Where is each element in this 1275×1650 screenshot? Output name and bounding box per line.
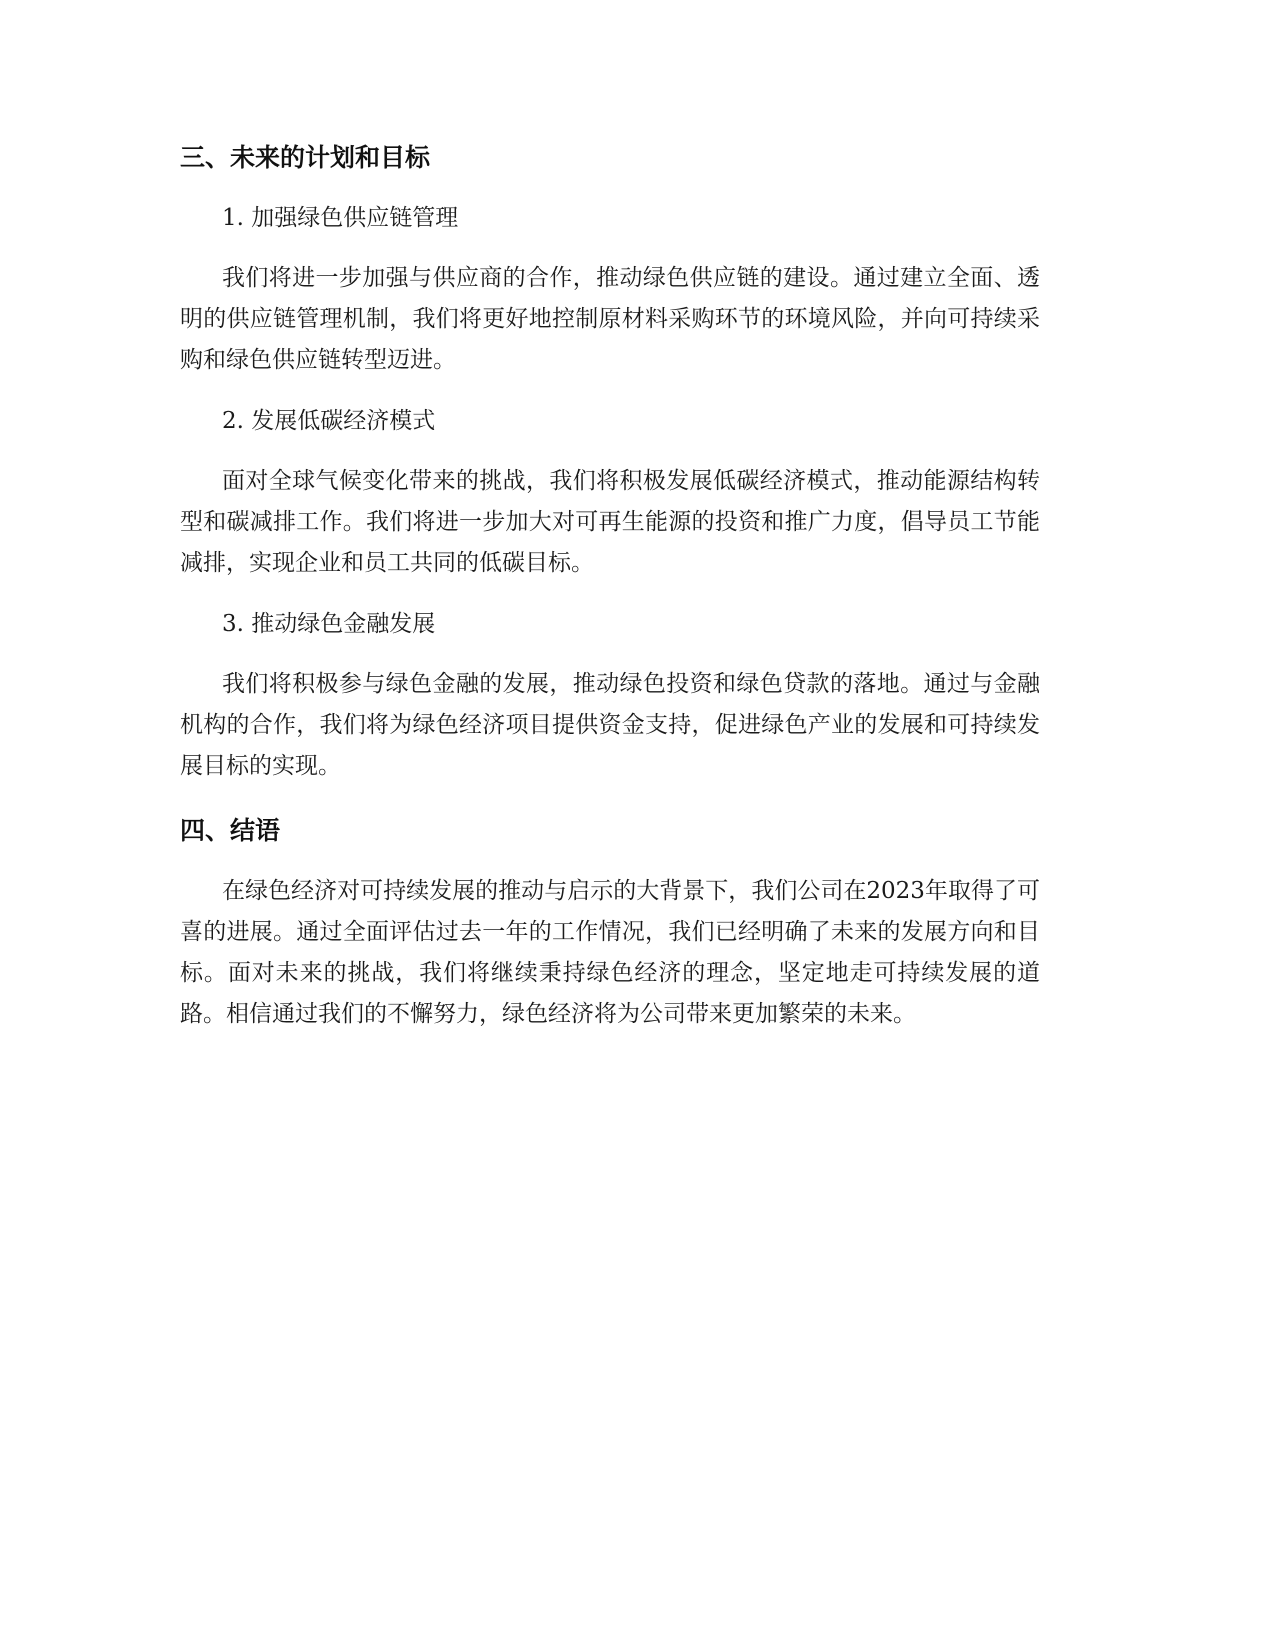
item-paragraph: 面对全球气候变化带来的挑战，我们将积极发展低碳经济模式，推动能源结构转型和碳减排工作。我们将进一步加大对可再生能源的投资和推广力度，倡导员工节能减排，实现企业和员工共同的低碳目标。 — [180, 468, 1040, 576]
section-heading: 三、未来的计划和目标 — [180, 143, 431, 172]
item-title: 1. 加强绿色供应链管理 — [222, 205, 459, 231]
item-title: 3. 推动绿色金融发展 — [222, 611, 436, 637]
section-heading: 四、结语 — [180, 816, 281, 845]
document-content — [180, 138, 1040, 1055]
item-paragraph: 我们将积极参与绿色金融的发展，推动绿色投资和绿色贷款的落地。通过与金融机构的合作，我们将为绿色经济项目提供资金支持，促进绿色产业的发展和可持续发展目标的实现。 — [180, 671, 1040, 779]
section-conclusion — [180, 811, 1040, 1035]
section-future-plans — [180, 138, 1040, 787]
item-paragraph: 我们将进一步加强与供应商的合作，推动绿色供应链的建设。通过建立全面、透明的供应链管理机制，我们将更好地控制原材料采购环节的环境风险，并向可持续采购和绿色供应链转型迈进。 — [180, 265, 1040, 373]
conclusion-paragraph: 在绿色经济对可持续发展的推动与启示的大背景下，我们公司在2023年取得了可喜的进展。通过全面评估过去一年的工作情况，我们已经明确了未来的发展方向和目标。面对未来的挑战，我们将继续秉持绿色经济的理念，坚定地走可持续发展的道路。相信通过我们的不懈努力，绿色经济将为公司带来更加繁荣的未来。 — [180, 878, 1040, 1027]
item-title: 2. 发展低碳经济模式 — [222, 408, 436, 434]
